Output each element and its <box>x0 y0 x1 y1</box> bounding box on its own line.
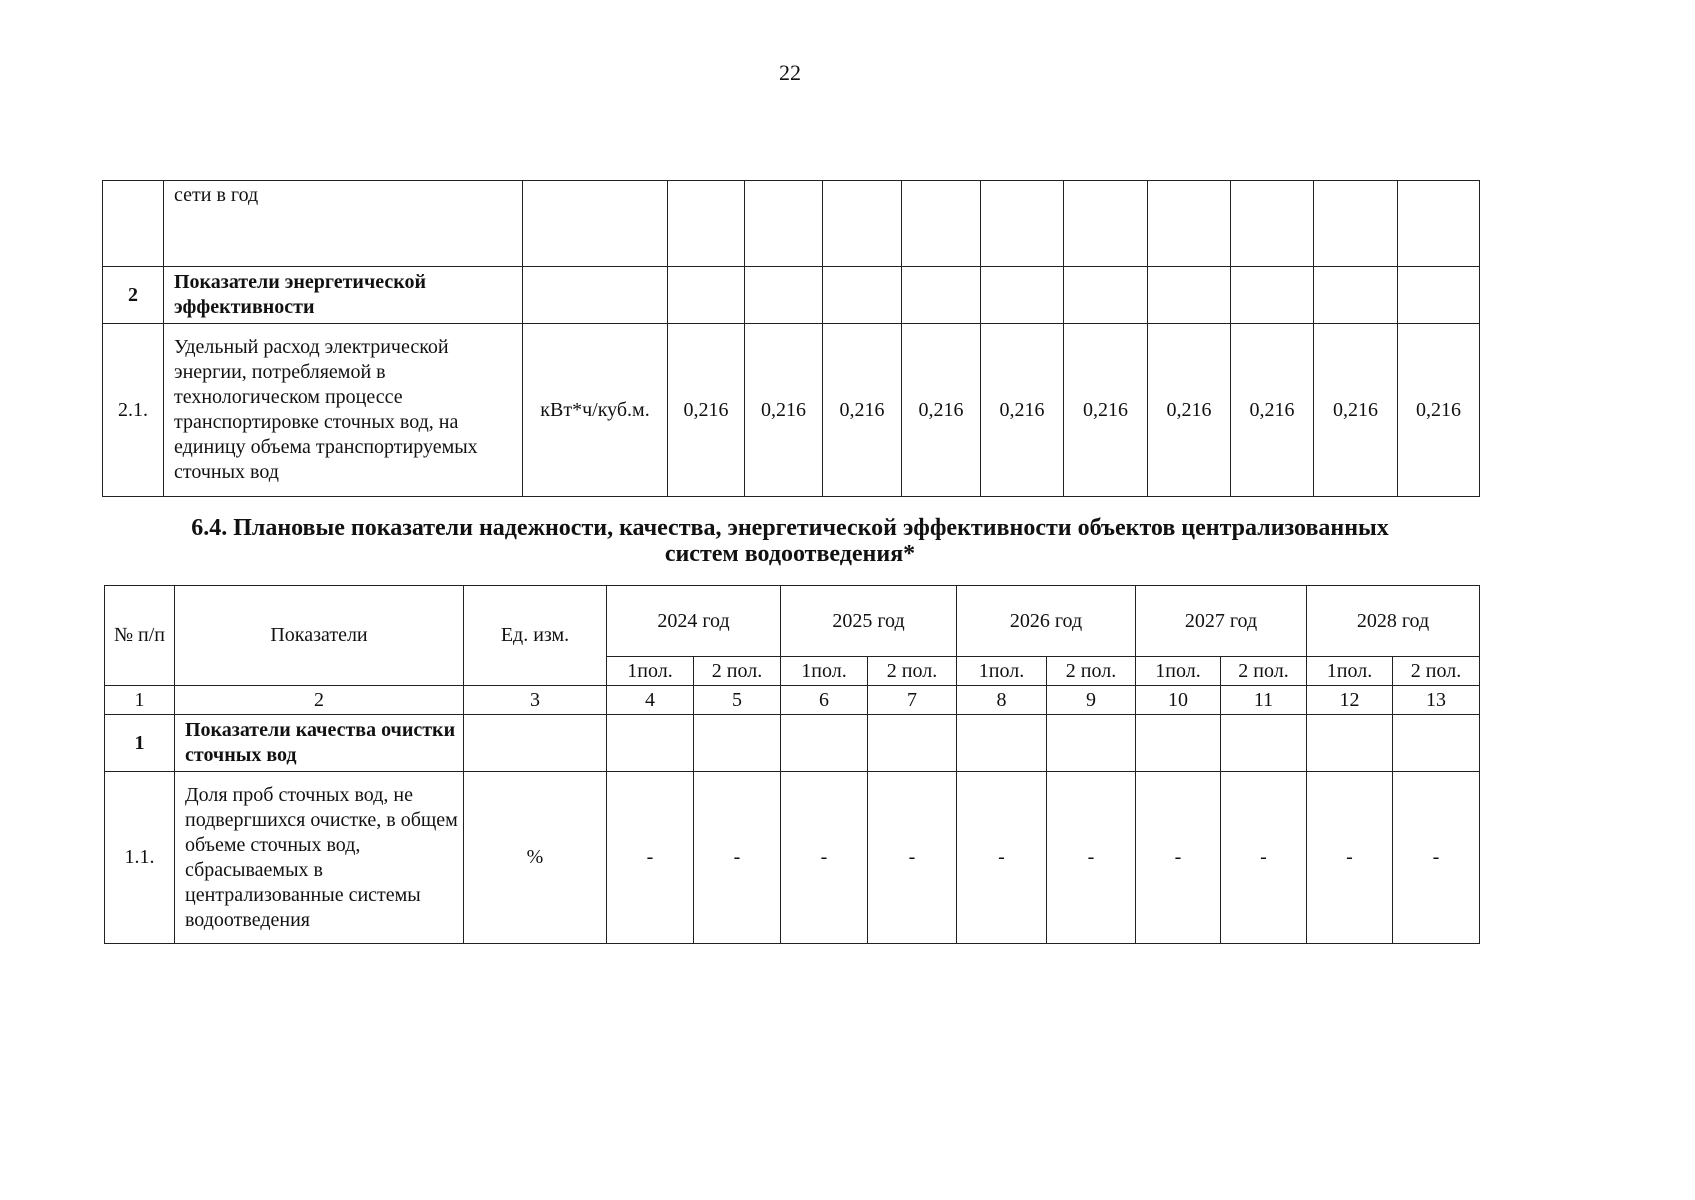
table-row <box>103 267 1480 324</box>
item-label: Доля проб сточных вод, не подвергшихся очистке, в общем объеме сточных вод, сбрасываемых в централизованные системы водоотведения <box>175 772 464 944</box>
group-number: 1 <box>105 715 175 772</box>
item-value: 0,216 <box>1148 324 1231 497</box>
item-value: - <box>868 772 957 944</box>
header-half: 2 пол. <box>694 657 781 686</box>
header-year: 2024 год <box>607 586 781 657</box>
column-number: 12 <box>1307 686 1393 715</box>
column-number: 1 <box>105 686 175 715</box>
energy-efficiency-table <box>102 180 1480 497</box>
row-value <box>668 181 745 267</box>
table-row <box>105 772 1480 944</box>
column-number: 9 <box>1047 686 1136 715</box>
item-value: - <box>1047 772 1136 944</box>
item-value: 0,216 <box>1398 324 1480 497</box>
row-value <box>1314 181 1398 267</box>
item-value: 0,216 <box>823 324 902 497</box>
header-half: 1пол. <box>781 657 868 686</box>
item-value: - <box>607 772 694 944</box>
column-number: 6 <box>781 686 868 715</box>
row-value <box>823 181 902 267</box>
item-value: 0,216 <box>981 324 1064 497</box>
section-title-line1: 6.4. Плановые показатели надежности, качества, энергетической эффективности объектов централизованных <box>191 515 1389 541</box>
item-value: - <box>1393 772 1480 944</box>
item-label: Удельный расход электрической энергии, потребляемой в технологическом процессе транспортировке сточных вод, на единицу объема транспортируемых сточных вод <box>164 324 523 497</box>
column-number: 5 <box>694 686 781 715</box>
header-indicator: Показатели <box>175 586 464 686</box>
row-value <box>902 181 981 267</box>
header-unit: Ед. изм. <box>464 586 607 686</box>
item-value: - <box>957 772 1047 944</box>
page-number: 22 <box>779 60 801 85</box>
item-value: 0,216 <box>1314 324 1398 497</box>
item-value: - <box>694 772 781 944</box>
item-value: - <box>1136 772 1221 944</box>
column-number: 2 <box>175 686 464 715</box>
header-year: 2025 год <box>781 586 957 657</box>
group-label: Показатели качества очистки сточных вод <box>175 715 464 772</box>
row-value <box>981 181 1064 267</box>
item-unit: кВт*ч/куб.м. <box>523 324 668 497</box>
row-value <box>1148 181 1231 267</box>
item-number: 1.1. <box>105 772 175 944</box>
header-half: 2 пол. <box>1047 657 1136 686</box>
header-year: 2026 год <box>957 586 1136 657</box>
item-value: 0,216 <box>1231 324 1314 497</box>
column-number: 8 <box>957 686 1047 715</box>
item-number: 2.1. <box>103 324 164 497</box>
column-number: 3 <box>464 686 607 715</box>
item-value: 0,216 <box>1064 324 1148 497</box>
column-numbers-row <box>105 686 1480 715</box>
item-value: - <box>781 772 868 944</box>
header-half: 2 пол. <box>868 657 957 686</box>
header-half: 2 пол. <box>1393 657 1480 686</box>
table-row <box>103 324 1480 497</box>
column-number: 7 <box>868 686 957 715</box>
header-number: № п/п <box>105 586 175 686</box>
header-half: 1пол. <box>1136 657 1221 686</box>
row-number <box>103 181 164 267</box>
header-half: 1пол. <box>1307 657 1393 686</box>
row-value <box>1398 181 1480 267</box>
section-title-line2: систем водоотведения* <box>664 541 916 567</box>
column-number: 10 <box>1136 686 1221 715</box>
section-title <box>60 515 1520 567</box>
item-value: 0,216 <box>668 324 745 497</box>
planned-indicators-table <box>104 585 1480 944</box>
column-number: 4 <box>607 686 694 715</box>
column-number: 11 <box>1221 686 1307 715</box>
group-label: Показатели энергетической эффективности <box>164 267 523 324</box>
header-year: 2027 год <box>1136 586 1307 657</box>
header-half: 1пол. <box>957 657 1047 686</box>
table-row <box>105 715 1480 772</box>
header-row <box>105 586 1480 657</box>
item-value: - <box>1307 772 1393 944</box>
item-value: - <box>1221 772 1307 944</box>
row-unit <box>523 181 668 267</box>
item-value: 0,216 <box>745 324 823 497</box>
header-half: 1пол. <box>607 657 694 686</box>
header-half: 2 пол. <box>1221 657 1307 686</box>
row-value <box>1231 181 1314 267</box>
item-unit: % <box>464 772 607 944</box>
group-number: 2 <box>103 267 164 324</box>
item-value: 0,216 <box>902 324 981 497</box>
row-value <box>1064 181 1148 267</box>
row-value <box>745 181 823 267</box>
header-year: 2028 год <box>1307 586 1480 657</box>
row-label: сети в год <box>164 181 523 267</box>
column-number: 13 <box>1393 686 1480 715</box>
table-row <box>103 181 1480 267</box>
